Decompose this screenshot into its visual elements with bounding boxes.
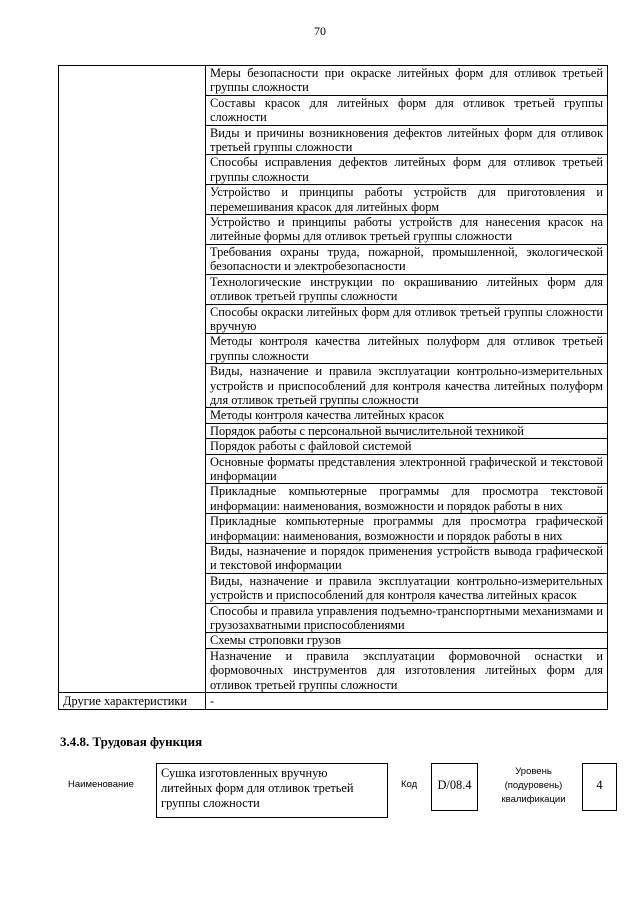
function-name-line: литейных форм для отливок третьей <box>161 781 354 795</box>
knowledge-item: Способы окраски литейных форм для отливок третьей группы сложности вручную <box>206 304 608 334</box>
knowledge-item: Виды и причины возникновения дефектов литейных форм для отливок третьей группы сложности <box>206 125 608 155</box>
name-label: Наименование <box>68 779 134 790</box>
knowledge-item: Порядок работы с персональной вычислительной техникой <box>206 423 608 438</box>
level-value: 4 <box>582 763 617 811</box>
other-characteristics-value: - <box>206 693 608 710</box>
function-name-box <box>156 763 388 818</box>
knowledge-item: Устройство и принципы работы устройств для приготовления и перемешивания красок для литейных форм <box>206 185 608 215</box>
knowledge-item: Назначение и правила эксплуатации формовочной оснастки и формовочных инструментов для изготовления литейных форм для отливок третьей группы сложности <box>206 648 608 692</box>
knowledge-item: Требования охраны труда, пожарной, промышленной, экологической безопасности и электробезопасности <box>206 244 608 274</box>
code-label: Код <box>401 779 418 790</box>
knowledge-item: Составы красок для литейных форм для отливок третьей группы сложности <box>206 95 608 125</box>
knowledge-item: Виды, назначение и правила эксплуатации контрольно-измерительных устройств и приспособлений для контроля качества литейных полуформ для отливок третьей группы сложности <box>206 364 608 408</box>
knowledge-item: Прикладные компьютерные программы для просмотра графической информации: наименования, возможности и порядок работы в них <box>206 514 608 544</box>
knowledge-label-cell <box>59 66 206 693</box>
level-label-line: Уровень <box>515 766 552 777</box>
knowledge-item: Меры безопасности при окраске литейных форм для отливок третьей группы сложности <box>206 66 608 96</box>
level-label-line: (подуровень) <box>504 780 563 791</box>
other-characteristics-label: Другие характеристики <box>59 693 206 710</box>
level-label <box>486 765 581 807</box>
code-value: D/08.4 <box>431 763 478 811</box>
knowledge-item: Основные форматы представления электронной графической и текстовой информации <box>206 454 608 484</box>
knowledge-item: Порядок работы с файловой системой <box>206 439 608 454</box>
labor-function-row <box>58 763 618 823</box>
knowledge-item: Методы контроля качества литейных полуформ для отливок третьей группы сложности <box>206 334 608 364</box>
other-characteristics-row <box>59 693 608 710</box>
knowledge-item: Методы контроля качества литейных красок <box>206 408 608 423</box>
knowledge-table <box>58 65 608 710</box>
page-number: 70 <box>314 24 326 38</box>
function-name-line: группы сложности <box>161 796 260 810</box>
knowledge-item: Способы и правила управления подъемно-транспортными механизмами и грузозахватными приспособлениями <box>206 603 608 633</box>
knowledge-item: Виды, назначение и правила эксплуатации контрольно-измерительных устройств и приспособлений для контроля качества литейных красок <box>206 573 608 603</box>
knowledge-item: Устройство и принципы работы устройств для нанесения красок на литейные формы для отливок третьей группы сложности <box>206 215 608 245</box>
knowledge-item: Технологические инструкции по окрашиванию литейных форм для отливок третьей группы сложности <box>206 274 608 304</box>
section-title: 3.4.8. Трудовая функция <box>60 734 203 749</box>
knowledge-table-body <box>59 66 608 710</box>
knowledge-item: Схемы строповки грузов <box>206 633 608 648</box>
knowledge-item: Способы исправления дефектов литейных форм для отливок третьей группы сложности <box>206 155 608 185</box>
level-label-line: квалификации <box>501 794 566 805</box>
knowledge-item: Виды, назначение и порядок применения устройств вывода графической и текстовой информации <box>206 544 608 574</box>
knowledge-item: Прикладные компьютерные программы для просмотра текстовой информации: наименования, возможности и порядок работы в них <box>206 484 608 514</box>
knowledge-row <box>59 66 608 96</box>
function-name-line: Сушка изготовленных вручную <box>161 766 328 780</box>
